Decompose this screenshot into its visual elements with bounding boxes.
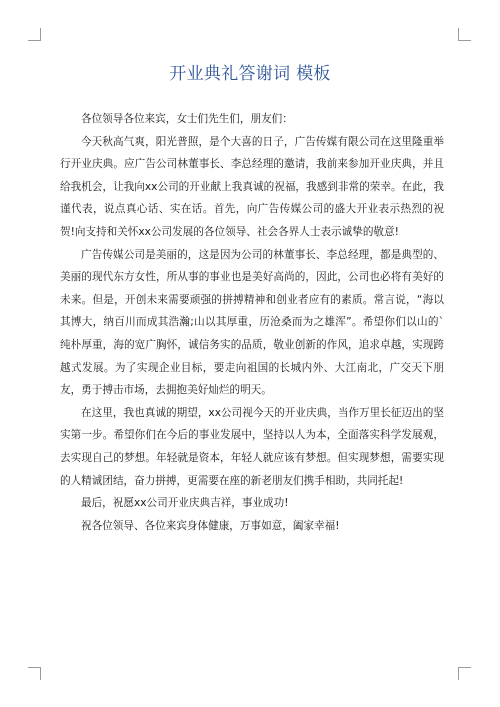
document-body (60, 108, 444, 537)
document-title: 开业典礼答谢词 模板 (169, 64, 331, 84)
paragraph-closing-wish: 最后，祝愿xx公司开业庆典吉祥，事业成功! (81, 497, 289, 510)
crop-mark-top-left (28, 28, 41, 41)
paragraph-company-praise: 广告传媒公司是美丽的，这是因为公司的林董事长、李总经理，都是典型的、美丽的现代东方女性，所从事的事业也是美好高尚的，因此，公司也必将有美好的未来。但是，开创未来需要顽强的拼搏精神和创业者应有的素质。常言说，“海以其博大，纳百川而成其浩瀚;山以其厚重，历沧桑而为之雄浑”。希望你们以山的`纯朴厚重，海的宽广胸怀，诚信务实的品质，敬业创新的作风，追求卓越，实现跨越式发展。为了实现企业目标，要走向祖国的长城内外、大江南北，广交天下朋友，勇于搏击市场，去拥抱美好灿烂的明天。 (60, 248, 444, 397)
paragraph-expectation: 在这里，我也真诚的期望，xx公司视今天的开业庆典，当作万里长征迈出的坚实第一步。希望你们在今后的事业发展中，坚持以人为本，全面落实科学发展观，去实现自己的梦想。年轻就是资本，年轻人就应该有梦想。但实现梦想，需要实现的人精诚团结，奋力拼搏，更需要在座的新老朋友们携手相助，共同托起! (60, 406, 444, 487)
paragraph-final-blessing: 祝各位领导、各位来宾身体健康，万事如意，阖家幸福! (81, 519, 340, 532)
crop-mark-bottom-right (458, 667, 471, 680)
paragraph-opening: 今天秋高气爽，阳光普照，是个大喜的日子，广告传媒有限公司在这里隆重举行开业庆典。应广告公司林董事长、李总经理的邀请，我前来参加开业庆典，并且给我机会，让我向xx公司的开业献上我真诚的祝福，我感到非常的荣幸。在此，我谨代表，说点真心话、实在话。首先，向广告传媒公司的盛大开业表示热烈的祝贺!向支持和关怀xx公司发展的各位领导、社会各界人士表示诚挚的敬意! (60, 135, 444, 238)
crop-mark-top-right (458, 28, 471, 41)
paragraph-salutation: 各位领导各位来宾，女士们先生们，朋友们： (81, 113, 293, 125)
crop-mark-bottom-left (28, 667, 41, 680)
